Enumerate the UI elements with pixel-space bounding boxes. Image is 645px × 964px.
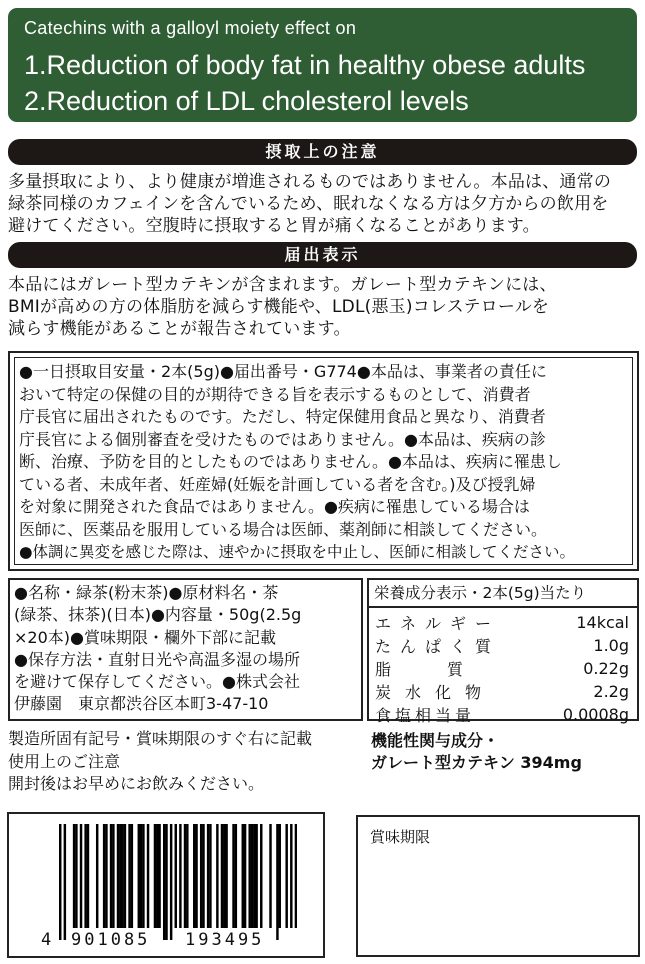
barcode-bar (147, 824, 149, 928)
barcode-bar (179, 824, 181, 928)
barcode-bar (84, 824, 86, 928)
nutrition-row (371, 657, 633, 680)
barcode-bar (138, 824, 140, 928)
barcode-bar (253, 824, 255, 928)
nutrient-name: エネルギー (375, 614, 501, 633)
barcode-bar (216, 824, 218, 928)
functional-value: ガレート型カテキン 394mg (371, 753, 582, 772)
barcode-bar (75, 824, 77, 928)
details-text (19, 361, 575, 564)
nutrition-row (371, 634, 633, 657)
usage-line: 使用上のご注意 (8, 751, 121, 771)
barcode-bar (285, 824, 287, 928)
barcode-digits-right: 193495 (185, 930, 265, 950)
barcode-bar (103, 824, 105, 928)
claim-body-fat: 1.Reduction of body fat in healthy obese adults (24, 50, 586, 80)
barcode-bar (121, 824, 123, 928)
claim-banner (8, 8, 637, 122)
caution-line: 緑茶同様のカフェインを含んでいるため、眠れなくなる方は夕方からの飲用を (8, 194, 609, 214)
barcode-bar (276, 824, 278, 940)
details-line: 庁長官による個別審査を受けたものではありません。●本品は、疾病の診 (19, 429, 546, 449)
barcode-bar (158, 824, 160, 928)
barcode-digits-left: 901085 (71, 930, 151, 950)
barcode-bar (200, 824, 202, 928)
nutrient-name: 炭水化物 (375, 683, 496, 702)
barcode-bar (209, 824, 211, 928)
functional-label: 機能性関与成分・ (371, 731, 500, 750)
details-line: 庁長官に届出されたものです。ただし、特定保健用食品と異なり、消費者 (19, 407, 546, 426)
product-line: ×20本)●賞味期限・欄外下部に記載 (14, 627, 276, 647)
barcode-bar (207, 824, 209, 928)
nutrient-name: たんぱく質 (375, 637, 501, 656)
notice-line: 減らす機能があることが報告されています。 (8, 319, 351, 339)
usage-line: 開封後はお早めにお飲みください。 (8, 774, 265, 793)
details-line: 断、治療、予防を目的としたものではありません。●本品は、疾病に罹患し (19, 452, 562, 471)
barcode-bar (131, 824, 133, 928)
details-line: を対象に開発された食品ではありません。●疾病に罹患している場合は (19, 497, 530, 516)
barcode-image (59, 824, 297, 940)
barcode-bar (223, 824, 225, 928)
product-line: を避けて保存してください。●株式会社 (14, 672, 300, 692)
nutrition-table-wrap (371, 611, 633, 726)
nutrient-value: 2.2g (593, 682, 629, 701)
caution-text (8, 171, 637, 237)
barcode-bar (124, 824, 126, 928)
nutrient-value: 1.0g (593, 636, 629, 655)
barcode-bar (73, 824, 75, 928)
notice-line: BMIが高めの方の体脂肪を減らす機能や、LDL(悪玉)コレステロールを (8, 297, 550, 317)
barcode-lead-digit: 4 (41, 930, 52, 950)
barcode-bar (128, 824, 130, 928)
caution-line: 多量摂取により、より健康が増進されるものではありません。本品は、通常の (8, 172, 612, 192)
details-inner-frame (14, 357, 633, 565)
barcode-bar (248, 824, 250, 928)
barcode-bar (119, 824, 121, 928)
barcode-bar (295, 824, 297, 928)
barcode-bar (251, 824, 253, 928)
barcode-bar (105, 824, 107, 928)
barcode-bar (235, 824, 237, 928)
usage-notes (8, 728, 312, 796)
details-line: ている者、未成年者、妊産婦(妊娠を計画している者を含む。)及び授乳婦 (19, 474, 536, 494)
barcode-bar (279, 824, 281, 928)
barcode-bar (269, 824, 271, 928)
nutrition-box (367, 578, 639, 725)
barcode-bar (163, 824, 165, 940)
barcode-bar (87, 824, 89, 928)
product-line: 伊藤園 東京都渋谷区本町3-47-10 (14, 694, 269, 714)
barcode-bar (290, 824, 292, 928)
nutrient-name: 食塩相当量 (375, 706, 476, 725)
barcode-bar (175, 824, 177, 928)
barcode-bar (232, 824, 234, 928)
notice-header: 届出表示 (8, 242, 637, 268)
nutrient-value: 0.22g (583, 659, 629, 678)
details-line: 医師に、医薬品を服用している場合は医師、薬剤師に相談してください。 (19, 519, 548, 539)
product-line: (緑茶、抹茶)(日本)●内容量・50g(2.5g (14, 605, 302, 625)
barcode-bar (64, 824, 66, 940)
best-before-label: 賞味期限 (370, 828, 431, 846)
details-line: おいて特定の保健の目的が期待できる旨を表示するものとして、消費者 (19, 384, 531, 404)
product-line: ●保存方法・直射日光や高温多湿の場所 (14, 649, 300, 669)
nutrient-value: 0.0008g (562, 705, 629, 724)
nutrition-header: 栄養成分表示・2本(5g)当たり (369, 580, 637, 608)
details-line: ●一日摂取目安量・2本(5g)●届出番号・G774●本品は、事業者の責任に (19, 362, 547, 381)
barcode-bar (186, 824, 188, 928)
nutrient-name: 脂 質 (375, 660, 466, 679)
nutrition-row (371, 680, 633, 703)
barcode-bar (244, 824, 246, 928)
nutrient-value: 14kcal (576, 613, 629, 632)
details-line: ●体調に異変を感じた際は、速やかに摂取を中止し、医師に相談してください。 (19, 543, 576, 561)
barcode-bar (221, 824, 223, 928)
barcode-bar (80, 824, 82, 928)
nutrition-row (371, 703, 633, 726)
product-info-box (8, 578, 363, 721)
barcode-bar (202, 824, 204, 928)
caution-header: 摂取上の注意 (8, 139, 637, 165)
barcode-bar (154, 824, 156, 928)
barcode-bar (59, 824, 61, 940)
claim-ldl: 2.Reduction of LDL cholesterol levels (24, 86, 469, 116)
barcode-bar (117, 824, 119, 928)
barcode-bar (165, 824, 167, 940)
details-box (8, 351, 639, 571)
barcode-bar (225, 824, 227, 928)
nutrition-row (371, 611, 633, 634)
barcode-box (7, 812, 325, 958)
nutrition-table (371, 611, 633, 726)
barcode-bar (242, 824, 244, 928)
barcode-bar (170, 824, 172, 940)
barcode-bar (260, 824, 262, 928)
barcode-bar (112, 824, 114, 928)
barcode-bar (96, 824, 98, 928)
barcode-bar (184, 824, 186, 928)
barcode-bar (110, 824, 112, 928)
notice-text (8, 274, 637, 340)
best-before-box (356, 815, 640, 957)
product-line: ●名称・緑茶(粉末茶)●原材料名・茶 (14, 583, 279, 602)
barcode-bar (193, 824, 195, 928)
functional-ingredient (371, 730, 582, 774)
notice-line: 本品にはガレート型カテキンが含まれます。ガレート型カテキンには、 (8, 275, 557, 295)
barcode-bar (156, 824, 158, 928)
barcode-bar (195, 824, 197, 928)
usage-line: 製造所固有記号・賞味期限のすぐ右に記載 (8, 729, 313, 748)
product-info-text (14, 582, 301, 716)
banner-subtitle: Catechins with a galloyl moiety effect on (24, 18, 357, 38)
barcode-bar (255, 824, 257, 928)
barcode-bar (140, 824, 142, 928)
barcode-bar (142, 824, 144, 928)
caution-line: 避けてください。空腹時に摂取すると胃が痛くなることがあります。 (8, 216, 540, 236)
